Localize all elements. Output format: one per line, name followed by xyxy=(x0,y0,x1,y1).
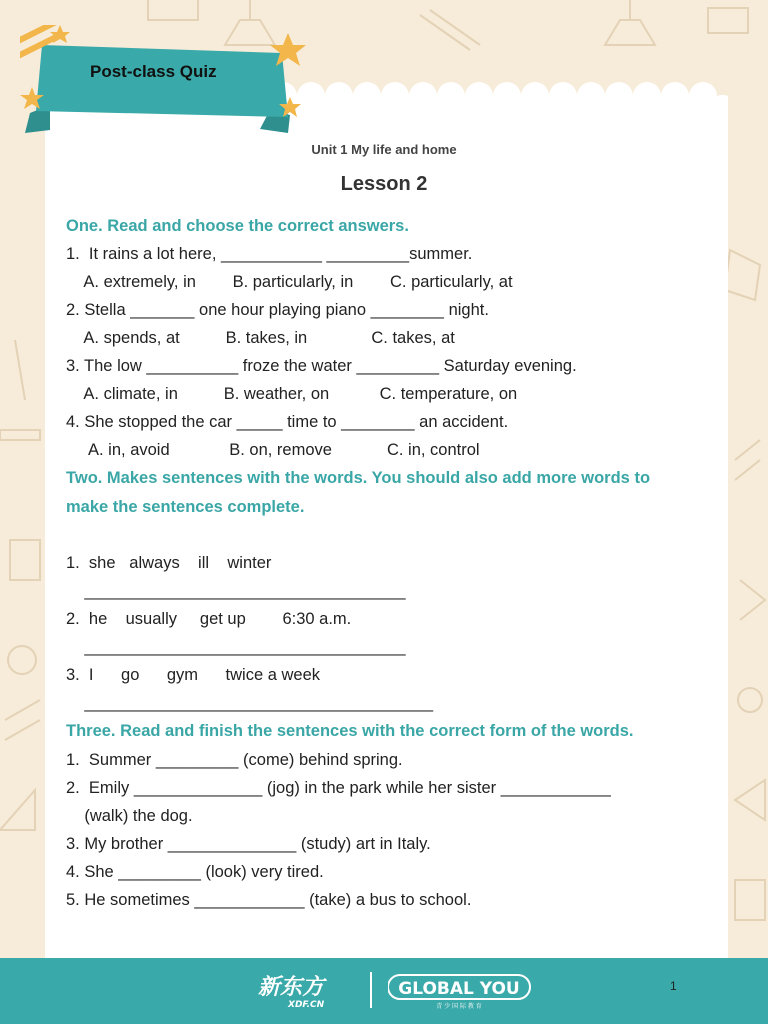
section-two-title-cont: make the sentences complete. xyxy=(66,498,305,516)
word-prompt-line: 3. I go gym twice a week xyxy=(66,666,321,684)
title-banner xyxy=(20,25,320,140)
doodle-circle-icon-2 xyxy=(738,688,762,712)
global-you-logo xyxy=(388,973,533,1009)
answer-blank-line: ___________________________________ xyxy=(66,582,406,600)
options-line: A. climate, in B. weather, on C. temperature, on xyxy=(66,385,518,403)
fill-in-line: 3. My brother ______________ (study) art in Italy. xyxy=(66,835,431,853)
options-line: A. in, avoid B. on, remove C. in, control xyxy=(66,441,480,459)
svg-text:青 少 国 际 教 育: 青 少 国 际 教 育 xyxy=(436,1003,482,1009)
doodle-triangle-icon-2 xyxy=(735,780,765,820)
fill-in-line: 2. Emily ______________ (jog) in the park while her sister ____________ xyxy=(66,779,611,797)
doodle-circle-icon xyxy=(8,646,36,674)
section-three-title: Three. Read and finish the sentences with the correct form of the words. xyxy=(66,722,634,740)
answer-blank-line: ______________________________________ xyxy=(66,694,434,712)
question-line: 3. The low __________ froze the water _________ Saturday evening. xyxy=(66,357,577,375)
doodle-pen-icon xyxy=(15,340,25,400)
word-prompt-line: 2. he usually get up 6:30 a.m. xyxy=(66,610,352,628)
footer-bar xyxy=(0,958,768,1024)
answer-blank-line: ___________________________________ xyxy=(66,638,406,656)
fill-in-line: (walk) the dog. xyxy=(66,807,193,825)
doodle-pencil-icon-2 xyxy=(5,700,40,740)
options-line: A. spends, at B. takes, in C. takes, at xyxy=(66,329,455,347)
doodle-triangle-icon xyxy=(0,790,35,830)
question-line: 1. It rains a lot here, ___________ _________summer. xyxy=(66,245,473,263)
question-line: 2. Stella _______ one hour playing piano ________ night. xyxy=(66,301,489,319)
page-number: 1 xyxy=(670,979,677,993)
svg-text:GLOBAL YOU: GLOBAL YOU xyxy=(398,979,520,999)
lesson-title: Lesson 2 xyxy=(340,173,428,195)
doodle-pencil-icon-3 xyxy=(735,440,760,480)
logo-divider xyxy=(370,972,372,1008)
doodle-book-icon xyxy=(725,250,760,300)
options-line: A. extremely, in B. particularly, in C. particularly, at xyxy=(66,273,513,291)
doodle-ruler-icon xyxy=(0,430,40,440)
doodle-lamp-icon-2 xyxy=(605,0,655,45)
fill-in-line: 5. He sometimes ____________ (take) a bus to school. xyxy=(66,891,472,909)
question-line: 4. She stopped the car _____ time to ________ an accident. xyxy=(66,413,509,431)
doodle-notebook-icon xyxy=(10,540,40,580)
doodle-arrow-icon xyxy=(740,580,765,620)
svg-text:新东方: 新东方 xyxy=(258,975,325,1000)
word-prompt-line: 1. she always ill winter xyxy=(66,554,272,572)
doodle-page-icon xyxy=(735,880,765,920)
doodle-clock-icon xyxy=(708,8,748,33)
banner-title: Post-class Quiz xyxy=(90,62,217,81)
doodle-pencil-icon xyxy=(420,10,480,50)
section-two-title: Two. Makes sentences with the words. You should also add more words to xyxy=(66,469,651,487)
xdf-logo xyxy=(258,970,358,1010)
unit-title: Unit 1 My life and home xyxy=(311,142,457,157)
section-one-title: One. Read and choose the correct answers. xyxy=(66,217,409,235)
doodle-box-icon xyxy=(148,0,198,20)
fill-in-line: 4. She _________ (look) very tired. xyxy=(66,863,324,881)
fill-in-line: 1. Summer _________ (come) behind spring. xyxy=(66,751,403,769)
svg-text:XDF.CN: XDF.CN xyxy=(288,1000,325,1010)
